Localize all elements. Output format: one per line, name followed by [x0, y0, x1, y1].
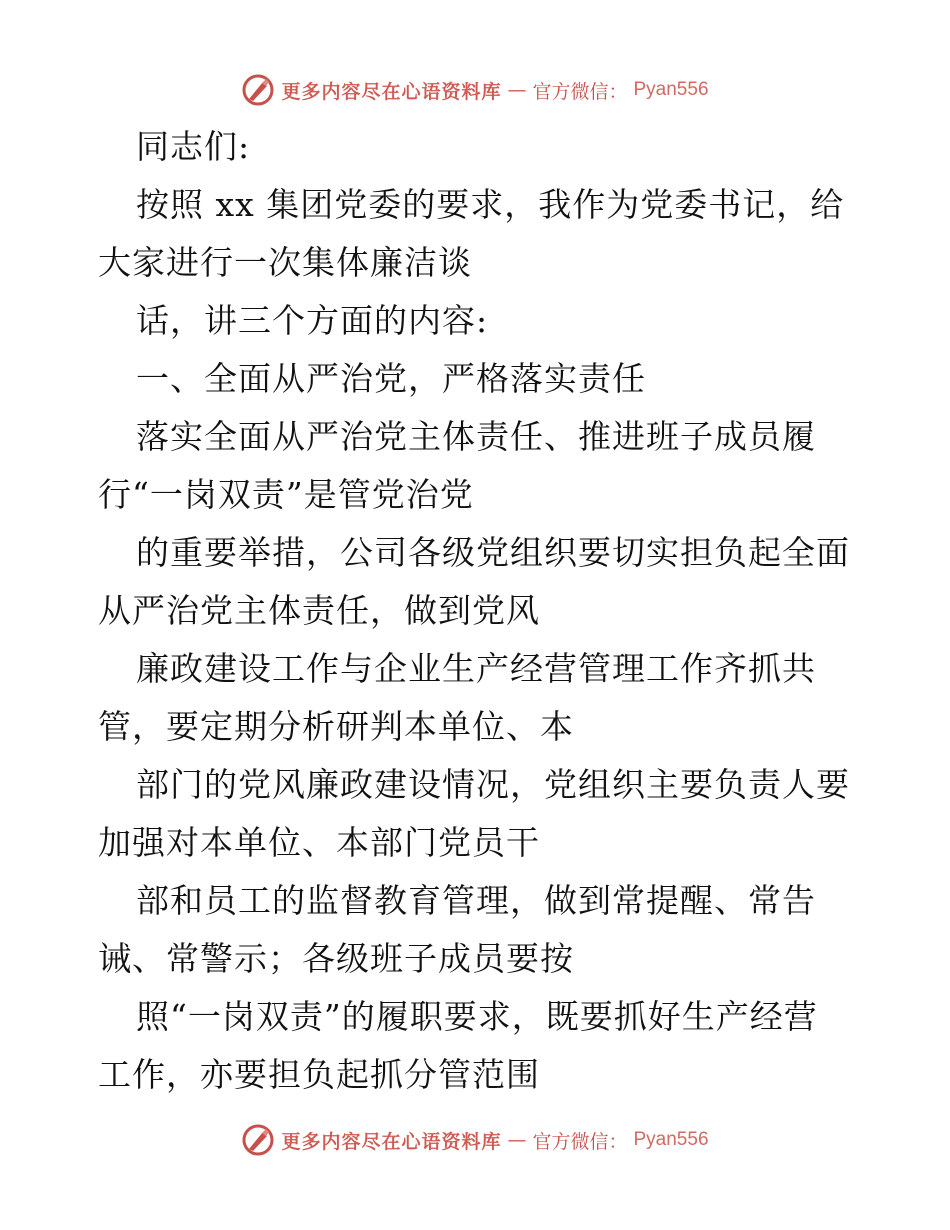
document-body — [98, 118, 858, 1104]
text-line: 管，要定期分析研判本单位、本 — [98, 707, 574, 746]
footer-watermark — [0, 1120, 950, 1160]
text-line: 按照 xx 集团党委的要求，我作为党委书记，给 — [136, 185, 845, 224]
text-line: 工作，亦要担负起抓分管范围 — [98, 1055, 540, 1094]
text-line: 廉政建设工作与企业生产经营管理工作齐抓共 — [136, 649, 816, 688]
text-line: 大家进行一次集体廉洁谈 — [98, 243, 472, 282]
text-line: 行“一岗双责”是管党治党 — [98, 475, 474, 514]
section-heading: 一、全面从严治党，严格落实责任 — [136, 359, 646, 398]
watermark-wechat-label: 官方微信： — [532, 80, 628, 103]
quill-pen-logo-icon — [241, 73, 275, 107]
watermark-brand-text: 更多内容尽在心语资料库 — [281, 80, 502, 103]
watermark-account: Pyan556 — [633, 79, 709, 100]
text-line: 话，讲三个方面的内容: — [136, 301, 489, 340]
text-line: 加强对本单位、本部门党员干 — [98, 823, 540, 862]
quill-pen-logo-icon — [241, 1123, 275, 1157]
watermark-separator: — — [507, 79, 527, 101]
text-line: 同志们: — [136, 127, 251, 166]
text-line: 照“一岗双责”的履职要求，既要抓好生产经营 — [136, 997, 818, 1036]
text-line: 从严治党主体责任，做到党风 — [98, 591, 540, 630]
watermark-wechat-label: 官方微信： — [532, 1130, 628, 1153]
text-line: 落实全面从严治党主体责任、推进班子成员履 — [136, 417, 816, 456]
text-line: 的重要举措，公司各级党组织要切实担负起全面 — [136, 533, 850, 572]
text-line: 部和员工的监督教育管理，做到常提醒、常告 — [136, 881, 816, 920]
watermark-account: Pyan556 — [633, 1129, 709, 1150]
header-watermark — [0, 70, 950, 110]
text-line: 部门的党风廉政建设情况，党组织主要负责人要 — [136, 765, 850, 804]
watermark-separator: — — [507, 1129, 527, 1151]
watermark-brand-text: 更多内容尽在心语资料库 — [281, 1130, 502, 1153]
text-line: 诫、常警示；各级班子成员要按 — [98, 939, 574, 978]
